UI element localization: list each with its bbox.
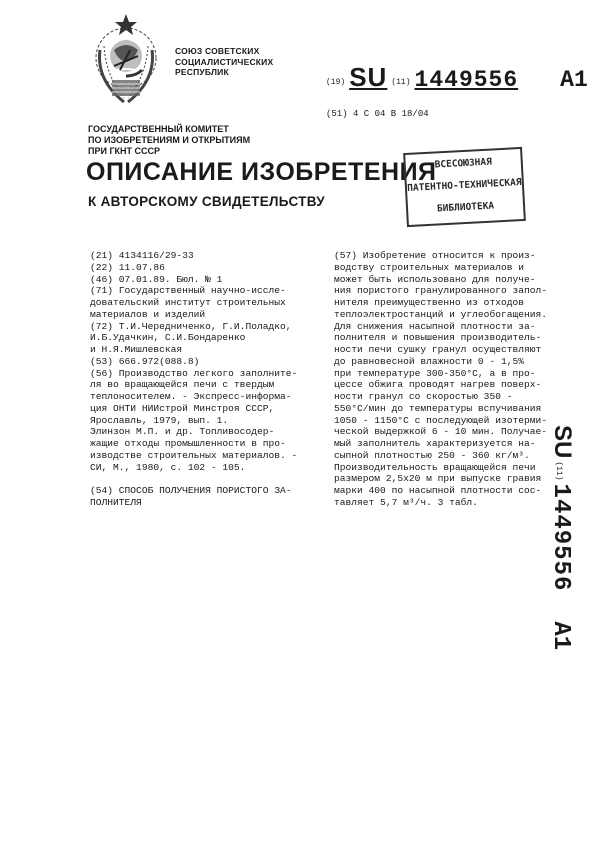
abstract-line: цессе обжига проводят нагрев поверх- — [334, 379, 542, 391]
biblio-line: ция ОНТИ НИИстрой Минстроя СССР, — [90, 402, 275, 414]
biblio-line: и Н.Я.Мишлевская — [90, 344, 183, 355]
biblio-line: изводстве строительных материалов. - — [90, 449, 298, 461]
union-line: СОЦИАЛИСТИЧЕСКИХ — [175, 56, 274, 67]
library-stamp — [403, 147, 526, 227]
abstract-line: ческой выдержкой 6 - 10 мин. Получае- — [334, 426, 548, 438]
biblio-line: ля во вращающейся печи с твердым — [90, 379, 275, 391]
abstract-line: (57) Изобретение относится к произ- — [334, 250, 536, 261]
abstract-line: мый заполнитель характеризуется на- — [334, 438, 536, 449]
bibliography-column — [90, 250, 297, 509]
abstract-line: при температуре 300-350°С, а в про- — [334, 367, 536, 379]
kind-code: A1 — [560, 67, 588, 93]
abstract-line: 1050 - 1150°С с последующей изотерми- — [334, 414, 548, 426]
publication-code — [326, 62, 588, 92]
country-code: SU — [349, 62, 388, 92]
abstract-line: 550°С/мин до температуры вспучивания — [334, 402, 542, 414]
stamp-line: ПАТЕНТНО-ТЕХНИЧЕСКАЯ — [407, 177, 522, 194]
abstract-line: размером 2,5x20 м при выпуске гравия — [334, 473, 542, 485]
biblio-line: теплоносителем. - Экспресс-информа- — [90, 391, 292, 402]
abstract-line: теплоэлектростанций и углеобогащения. — [334, 308, 548, 320]
union-line: РЕСПУБЛИК — [175, 67, 229, 77]
biblio-line: СИ, М., 1980, с. 102 - 105. — [90, 461, 246, 473]
abstract-line: ности печи сушку гранул осуществляют — [334, 344, 542, 355]
biblio-line: (72) Т.И.Чередниченко, Г.И.Поладко, — [90, 320, 292, 332]
biblio-line: (22) 11.07.86 — [90, 261, 165, 273]
number-prefix: (11) — [391, 78, 411, 87]
side-kind-code: A1 — [547, 621, 574, 651]
biblio-line: материалов и изделий — [90, 308, 206, 320]
biblio-line: (46) 07.01.89. Бюл. № 1 — [90, 273, 223, 285]
abstract-line: может быть использовано для получе- — [334, 273, 536, 285]
document-subtitle: К АВТОРСКОМУ СВИДЕТЕЛЬСТВУ — [88, 194, 325, 209]
biblio-line: (54) СПОСОБ ПОЛУЧЕНИЯ ПОРИСТОГО ЗА- — [90, 485, 292, 496]
state-emblem — [86, 10, 166, 114]
biblio-line: довательский институт строительных — [90, 297, 286, 308]
committee-line: ГОСУДАРСТВЕННЫЙ КОМИТЕТ — [88, 124, 229, 134]
biblio-line: (53) 666.972(088.8) — [90, 355, 200, 367]
biblio-line: Ярославль, 1979, вып. 1. — [90, 414, 229, 426]
abstract-line: Производительность вращающейся печи — [334, 461, 536, 473]
biblio-line: Элинзон М.П. и др. Топливосодер- — [90, 426, 275, 438]
abstract-line: ности гранул со скоростью 350 - — [334, 391, 513, 402]
pub-code-prefix: (19) — [326, 78, 346, 87]
stamp-line: БИБЛИОТЕКА — [436, 200, 495, 215]
union-line: СОЮЗ СОВЕТСКИХ — [175, 46, 260, 56]
ipc-classification: (51) 4 С 04 В 18/04 — [326, 109, 429, 119]
biblio-line — [90, 473, 297, 485]
committee-line: ПО ИЗОБРЕТЕНИЯМ И ОТКРЫТИЯМ — [88, 135, 251, 145]
side-country-code: SU — [549, 425, 576, 459]
stamp-line: ВСЕСОЮЗНАЯ — [434, 156, 493, 171]
biblio-line: (21) 4134116/29-33 — [90, 250, 194, 261]
side-patent-code — [547, 425, 600, 700]
document-title: ОПИСАНИЕ ИЗОБРЕТЕНИЯ — [86, 158, 437, 186]
side-code-text — [547, 425, 576, 650]
biblio-line: (71) Государственный научно-иссле- — [90, 285, 286, 297]
abstract-line: водству строительных материалов и — [334, 261, 524, 273]
committee-name — [88, 124, 250, 157]
abstract-line: полнителя и повышения производитель- — [334, 332, 542, 344]
patent-number: 1449556 — [414, 67, 519, 93]
abstract-line: сыпной плотностью 250 - 360 кг/м³. — [334, 449, 530, 461]
side-patent-number: 1449556 — [547, 483, 574, 592]
biblio-line: И.Б.Удачкин, С.И.Бондаренко — [90, 332, 246, 344]
committee-line: ПРИ ГКНТ СССР — [88, 146, 161, 156]
biblio-line: жащие отходы промышленности в про- — [90, 438, 286, 449]
union-name — [175, 46, 273, 78]
abstract-line: ния пористого гранулированного запол- — [334, 285, 548, 297]
biblio-line: (56) Производство легкого заполните- — [90, 367, 298, 379]
abstract-line: марки 400 по насыпной плотности сос- — [334, 485, 542, 496]
biblio-line: ПОЛНИТЕЛЯ — [90, 496, 142, 508]
abstract-line: тавляет 5,7 м³/ч. 3 табл. — [334, 496, 478, 508]
abstract-line: Для снижения насыпной плотности за- — [334, 320, 536, 332]
abstract-line: нителя преимущественно из отходов — [334, 297, 524, 308]
abstract-column — [334, 250, 547, 509]
side-number-prefix: (11) — [554, 461, 563, 481]
abstract-line: до равновесной влажности 0 - 1,5% — [334, 355, 524, 367]
